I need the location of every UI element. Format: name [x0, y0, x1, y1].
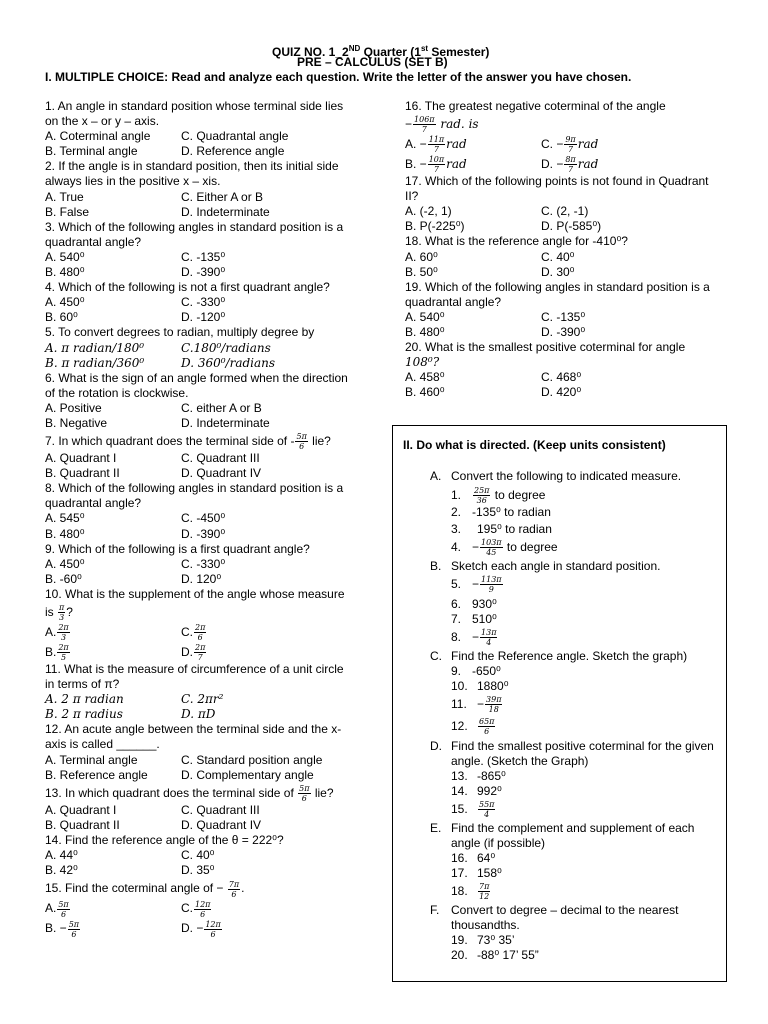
question-text: of the rotation is clockwise. — [45, 385, 189, 400]
fraction: $\frac{13\pi}{4}$ — [481, 628, 497, 648]
section-instruction: angle. (Sketch the Graph) — [451, 754, 589, 768]
option: C. Either A or B — [181, 189, 264, 204]
option: B. 50⁰ — [405, 264, 438, 279]
list-item: 10. 1880⁰ — [451, 679, 509, 693]
option: A. 44⁰ — [45, 848, 78, 863]
option-row — [405, 325, 725, 340]
list-item: 19. 73⁰ 35’ — [451, 933, 515, 947]
list-item: 9. -650⁰ — [451, 664, 501, 678]
option: A. $\frac{5\pi}{6}$ — [45, 899, 69, 919]
section-1-heading: I. MULTIPLE CHOICE: Read and analyze each question. Write the letter of the answer you have chosen. — [45, 70, 632, 84]
option: B. 480⁰ — [405, 325, 445, 340]
fraction: $\frac{12\pi}{6}$ — [205, 919, 221, 939]
list-item: 16. 64⁰ — [451, 851, 496, 865]
option: C. Quadrant III — [181, 451, 260, 466]
option: B. $\frac{2\pi}{5}$ — [45, 643, 69, 663]
option-row — [405, 219, 725, 234]
section-instruction: Find the complement and supplement of each — [451, 821, 695, 835]
section-letter: B. — [430, 559, 442, 573]
fraction: $\frac{2\pi}{6}$ — [195, 623, 206, 643]
option-row — [45, 768, 360, 783]
fraction: $\frac{7\pi}{12}$ — [479, 882, 490, 902]
option-row — [45, 918, 360, 938]
list-item: 12. $\frac{65\pi}{6}$ — [451, 717, 495, 737]
question-text: 9. Which of the following is a first quadrant angle? — [45, 541, 310, 556]
list-item: 3. 195⁰ to radian — [451, 522, 552, 536]
option-row — [405, 204, 725, 219]
question-text: 17. Which of the following points is not found in Quadrant — [405, 174, 709, 189]
list-item: 7. 510⁰ — [451, 612, 497, 626]
option-row — [405, 250, 725, 265]
option: D. P(-585⁰) — [541, 219, 602, 234]
option: C. (2, -1) — [541, 204, 589, 219]
option: A. Quadrant I — [45, 451, 117, 466]
option: A. 450⁰ — [45, 556, 85, 571]
option-row — [45, 848, 360, 863]
quiz-title: QUIZ NO. 1_2ND Quarter (1st Semester) — [272, 44, 490, 59]
quiz-subtitle: PRE – CALCULUS (SET B) — [297, 55, 448, 69]
option: D. Indeterminate — [181, 415, 270, 430]
list-item: 18. $\frac{7\pi}{12}$ — [451, 882, 490, 902]
option: C.180⁰/radians — [181, 340, 271, 355]
question-text: 8. Which of the following angles in standard position is a — [45, 481, 344, 496]
list-item: 5. − $\frac{113\pi}{9}$ — [451, 575, 502, 595]
option-row — [45, 401, 360, 416]
option-row — [45, 753, 360, 768]
question-text: quadrantal angle? — [45, 496, 142, 511]
fraction: $\frac{\pi}{3}$ — [59, 603, 65, 623]
option-row — [405, 134, 725, 154]
option-row — [45, 557, 360, 572]
fraction: $\frac{5\pi}{6}$ — [296, 432, 307, 452]
option: C. − $\frac{9\pi}{7}$ rad — [541, 135, 599, 155]
option-row — [405, 310, 725, 325]
list-item: 8. − $\frac{13\pi}{4}$ — [451, 628, 497, 648]
question-text: 11. What is the measure of circumference of a unit circle — [45, 662, 344, 676]
option: C. $\frac{2\pi}{6}$ — [181, 623, 206, 643]
option: A. π radian/180⁰ — [45, 340, 145, 355]
option: B. 60⁰ — [45, 310, 78, 325]
question-text: 20. What is the smallest positive coterminal for angle — [405, 340, 686, 355]
option: D. Indeterminate — [181, 204, 270, 219]
list-item: 15. $\frac{55\pi}{4}$ — [451, 800, 495, 820]
list-item: 17. 158⁰ — [451, 866, 502, 880]
option-row — [45, 295, 360, 310]
option: B. − $\frac{10\pi}{7}$ rad — [405, 155, 467, 175]
option: D. 360⁰/radians — [181, 355, 276, 370]
section-letter: F. — [430, 903, 440, 917]
option: B. P(-225⁰) — [405, 219, 465, 234]
option-row — [405, 265, 725, 280]
option: B. π radian/360⁰ — [45, 355, 145, 370]
option: B. − $\frac{5\pi}{6}$ — [45, 919, 80, 939]
question-text: on the x – or y – axis. — [45, 114, 160, 129]
option-row — [45, 707, 360, 722]
fraction: $\frac{2\pi}{7}$ — [195, 643, 206, 663]
option-row — [45, 341, 360, 356]
section-instruction: Find the smallest positive coterminal for the given — [451, 739, 714, 753]
option-row — [45, 144, 360, 159]
section-instruction: Find the Reference angle. Sketch the graph) — [451, 649, 688, 663]
option-row — [45, 190, 360, 205]
section-letter: D. — [430, 739, 442, 753]
option: D. -120⁰ — [181, 310, 226, 325]
option: C. Quadrant III — [181, 802, 260, 817]
list-item: 2. -135⁰ to radian — [451, 505, 551, 519]
question-text: 3. Which of the following angles in standard position is a — [45, 219, 344, 234]
option-row — [45, 356, 360, 371]
option-row — [45, 511, 360, 526]
question-text: axis is called ______. — [45, 737, 160, 752]
list-item: 4. − $\frac{103\pi}{45}$ to degree — [451, 538, 558, 558]
fraction: $\frac{39\pi}{18}$ — [486, 695, 502, 715]
option: D. 120⁰ — [181, 571, 222, 586]
option: B. 480⁰ — [45, 265, 85, 280]
option: B. Terminal angle — [45, 144, 138, 159]
option: A. 540⁰ — [45, 249, 85, 264]
question-text: 15. Find the coterminal angle of − $\frac{7\pi}{6}$ . — [45, 879, 245, 899]
section-instruction: Sketch each angle in standard position. — [451, 559, 661, 573]
section-instruction: angle (if possible) — [451, 836, 546, 850]
fraction: $\frac{65\pi}{6}$ — [479, 717, 495, 737]
option: B. 460⁰ — [405, 385, 445, 400]
fraction: $\frac{55\pi}{4}$ — [479, 800, 495, 820]
fraction: $\frac{9\pi}{7}$ — [565, 135, 576, 155]
option: A. − $\frac{11\pi}{7}$ rad — [405, 135, 467, 155]
option: D. Complementary angle — [181, 767, 314, 782]
question-text: 10. What is the supplement of the angle whose measure — [45, 586, 345, 601]
option: D. Quadrant IV — [181, 466, 262, 481]
option: C. -330⁰ — [181, 295, 226, 310]
option: A. True — [45, 189, 84, 204]
question-text: always lies in the positive x – xis. — [45, 174, 221, 189]
option-row — [45, 898, 360, 918]
option: C. Standard position angle — [181, 752, 323, 767]
option: A. 2 π radian — [45, 692, 124, 707]
option: A. 458⁰ — [405, 370, 445, 385]
question-text: 19. Which of the following angles in standard position is a — [405, 279, 710, 294]
section-letter: E. — [430, 821, 442, 835]
question-text: 16. The greatest negative coterminal of the angle — [405, 99, 666, 113]
option-row — [45, 803, 360, 818]
option: D. $\frac{2\pi}{7}$ — [181, 643, 206, 663]
fraction: $\frac{113\pi}{9}$ — [481, 575, 502, 595]
section-instruction: thousandths. — [451, 918, 520, 932]
option: D. -390⁰ — [181, 265, 226, 280]
fraction: $\frac{11\pi}{7}$ — [428, 135, 445, 155]
question-text: 12. An acute angle between the terminal side and the x- — [45, 722, 342, 737]
option-row — [45, 416, 360, 431]
fraction: $\frac{5\pi}{6}$ — [58, 899, 69, 919]
question-text: 7. In which quadrant does the terminal side of - $\frac{5\pi}{6}$ lie? — [45, 432, 331, 452]
option: D. 30⁰ — [541, 264, 575, 279]
option: A. Terminal angle — [45, 752, 138, 767]
option-row — [45, 572, 360, 587]
option: B. Quadrant II — [45, 466, 120, 481]
option: D. 420⁰ — [541, 385, 582, 400]
option: D. − $\frac{8\pi}{7}$ rad — [541, 155, 599, 175]
fraction: $\frac{2\pi}{3}$ — [58, 623, 69, 643]
option: B. False — [45, 204, 90, 219]
option: A. 450⁰ — [45, 295, 85, 310]
option-row — [405, 385, 725, 400]
fraction: $\frac{8\pi}{7}$ — [565, 155, 576, 175]
option: B. Reference angle — [45, 767, 148, 782]
question-text: quadrantal angle? — [405, 294, 502, 309]
option-row — [45, 250, 360, 265]
option: A. Positive — [45, 400, 102, 415]
option: B. Negative — [45, 415, 108, 430]
option-row — [405, 154, 725, 174]
option-row — [405, 370, 725, 385]
option-row — [45, 205, 360, 220]
option-row — [45, 642, 360, 662]
question-text: quadrantal angle? — [45, 234, 142, 249]
section-letter: C. — [430, 649, 442, 663]
question-text: is $\frac{\pi}{3}$ ? — [45, 603, 73, 623]
option: A. 540⁰ — [405, 309, 445, 324]
fraction: $\frac{10\pi}{7}$ — [428, 155, 445, 175]
option: C. 468⁰ — [541, 370, 582, 385]
option: C. either A or B — [181, 400, 262, 415]
option-row — [45, 692, 360, 707]
option: C. -330⁰ — [181, 556, 226, 571]
option-row — [45, 863, 360, 878]
option-row — [45, 129, 360, 144]
option: A. 60⁰ — [405, 249, 438, 264]
fraction: $\frac{106\pi}{7}$ — [414, 115, 435, 135]
question-text: in terms of π? — [45, 677, 120, 692]
section-letter: A. — [430, 469, 442, 483]
option: D. -390⁰ — [181, 526, 226, 541]
option: D. -390⁰ — [541, 325, 586, 340]
question-text: 2. If the angle is in standard position, then its initial side — [45, 159, 339, 174]
option: B. -60⁰ — [45, 571, 82, 586]
fraction: $\frac{25\pi}{36}$ — [474, 486, 490, 506]
list-item: 14. 992⁰ — [451, 784, 502, 798]
list-item: 13. -865⁰ — [451, 769, 506, 783]
part-2-box — [392, 425, 727, 982]
option: B. 480⁰ — [45, 526, 85, 541]
option-row — [45, 310, 360, 325]
question-text: 4. Which of the following is not a first quadrant angle? — [45, 280, 330, 295]
section-instruction: Convert to degree – decimal to the nearest — [451, 903, 679, 917]
option-row — [45, 818, 360, 833]
list-item: 1. $\frac{25\pi}{36}$ to degree — [451, 486, 546, 506]
list-item: 6. 930⁰ — [451, 597, 497, 611]
question-text: 14. Find the reference angle of the θ = 222⁰? — [45, 832, 284, 847]
option: A. Quadrant I — [45, 802, 117, 817]
option: D. Quadrant IV — [181, 817, 262, 832]
option: D. πD — [181, 707, 216, 722]
option-row — [45, 265, 360, 280]
list-item: 11. − $\frac{39\pi}{18}$ — [451, 695, 502, 715]
option: C. 2πr² — [181, 692, 224, 707]
option: A. (-2, 1) — [405, 204, 452, 219]
fraction: $\frac{5\pi}{6}$ — [299, 784, 310, 804]
left-column — [45, 99, 360, 938]
option-row — [45, 451, 360, 466]
option: C. -135⁰ — [541, 309, 586, 324]
option: C. Quadrantal angle — [181, 129, 289, 144]
fraction: $\frac{2\pi}{5}$ — [58, 643, 69, 663]
fraction: $\frac{103\pi}{45}$ — [481, 538, 502, 558]
option: A. $\frac{2\pi}{3}$ — [45, 623, 69, 643]
option: B. 2 π radius — [45, 707, 123, 722]
fraction: $\frac{7\pi}{6}$ — [228, 879, 240, 899]
list-item: 20. -88⁰ 17’ 55” — [451, 948, 539, 962]
option: C. 40⁰ — [181, 848, 215, 863]
option: C. -450⁰ — [181, 511, 226, 526]
option: B. Quadrant II — [45, 817, 120, 832]
question-text: 18. What is the reference angle for -410⁰? — [405, 234, 628, 249]
question-text: 6. What is the sign of an angle formed when the direction — [45, 370, 348, 385]
part-2-heading: II. Do what is directed. (Keep units consistent) — [403, 438, 666, 452]
question-text: II? — [405, 189, 419, 204]
section-instruction: Convert the following to indicated measure. — [451, 469, 682, 483]
option: C. $\frac{12\pi}{6}$ — [181, 899, 211, 919]
option: A. 545⁰ — [45, 511, 85, 526]
right-column — [405, 99, 725, 401]
question-text: − $\frac{106\pi}{7}$ rad. is — [405, 115, 479, 135]
fraction: $\frac{12\pi}{6}$ — [195, 899, 211, 919]
option: A. Coterminal angle — [45, 129, 151, 144]
question-text: 1. An angle in standard position whose terminal side lies — [45, 99, 344, 113]
question-text: 108⁰? — [405, 355, 440, 370]
option: D. 35⁰ — [181, 863, 215, 878]
option: D. − $\frac{12\pi}{6}$ — [181, 919, 221, 939]
question-text: 5. To convert degrees to radian, multiply degree by — [45, 325, 315, 340]
question-text: 13. In which quadrant does the terminal side of $\frac{5\pi}{6}$ lie? — [45, 784, 334, 804]
option-row — [45, 466, 360, 481]
option: C. -135⁰ — [181, 249, 226, 264]
option-row — [45, 622, 360, 642]
fraction: $\frac{5\pi}{6}$ — [68, 919, 80, 939]
option: B. 42⁰ — [45, 863, 78, 878]
option: D. Reference angle — [181, 144, 285, 159]
option-row — [45, 527, 360, 542]
option: C. 40⁰ — [541, 249, 575, 264]
